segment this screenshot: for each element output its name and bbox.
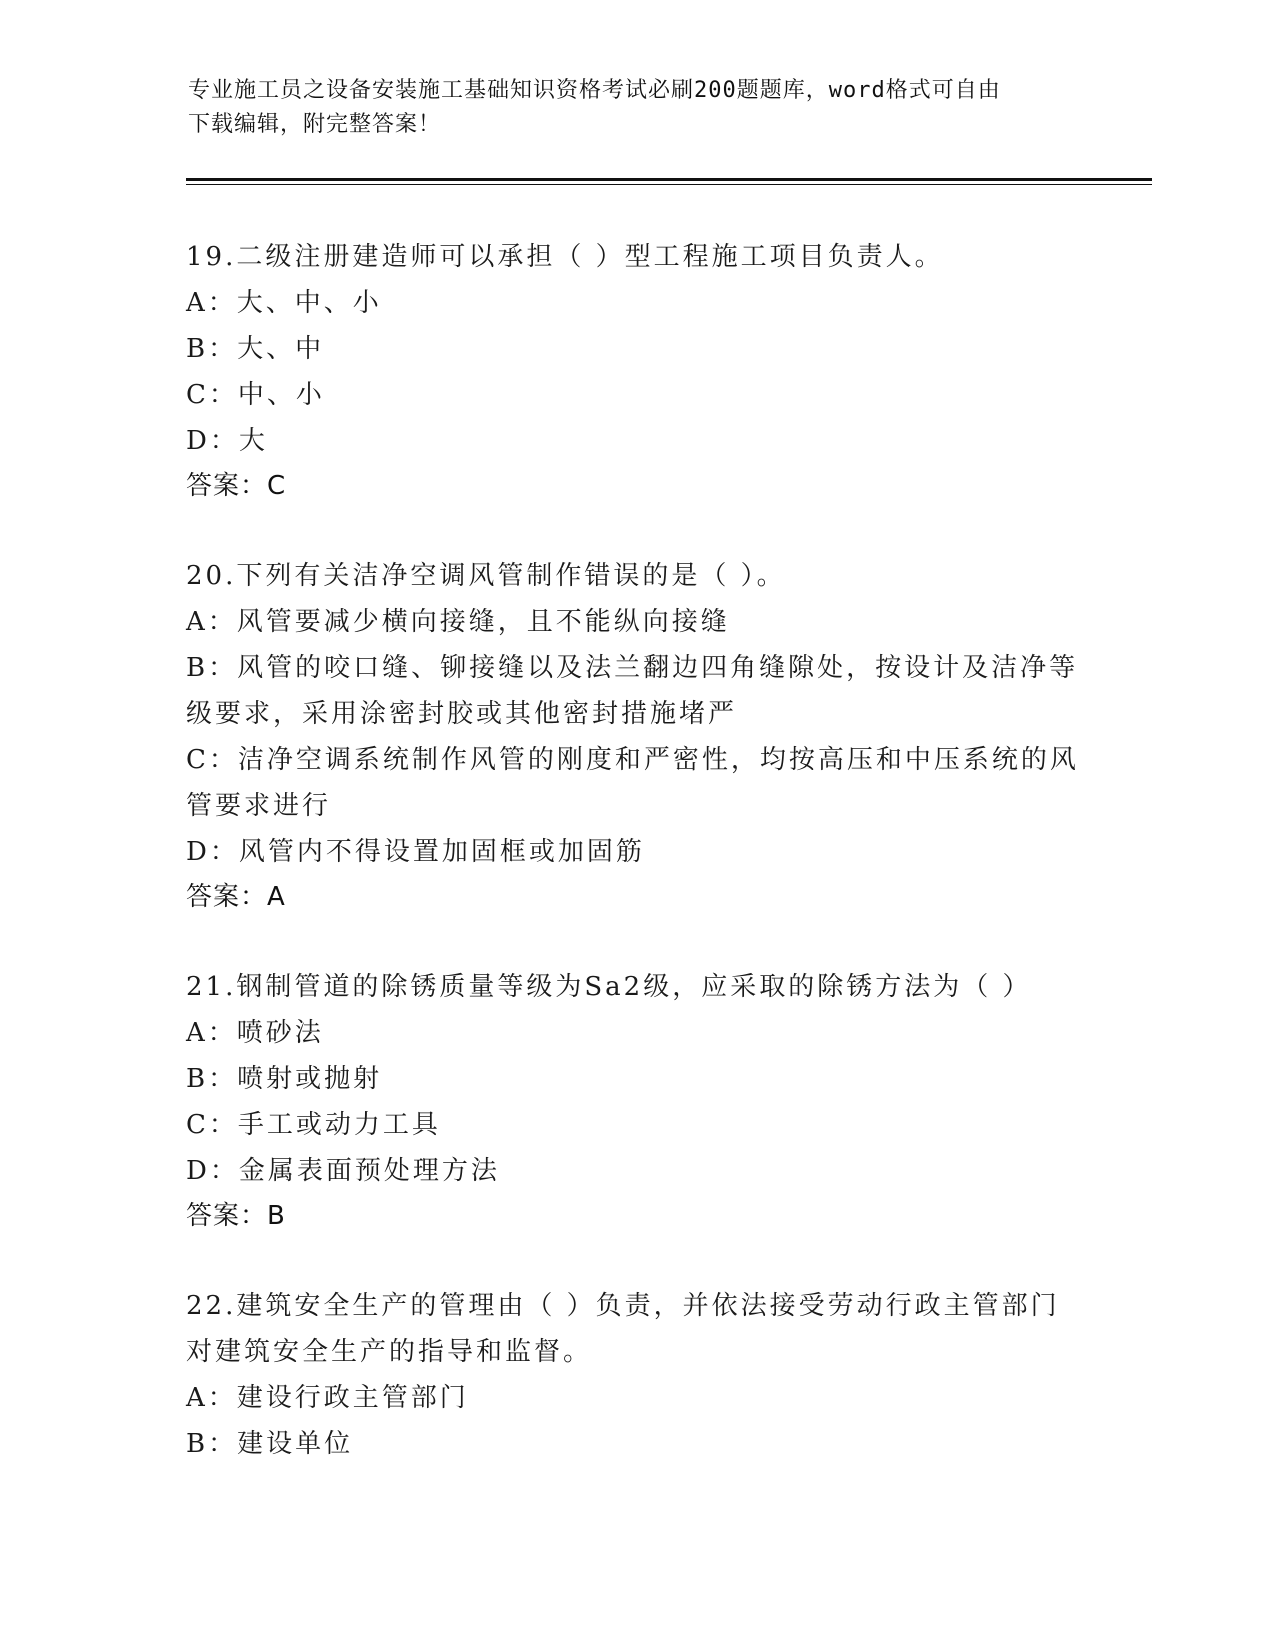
header-line-2: 下载编辑，附完整答案！ xyxy=(188,112,442,137)
question-stem: 19.二级注册建造师可以承担（ ）型工程施工项目负责人。 xyxy=(186,242,944,272)
question-list xyxy=(186,234,1086,1512)
question-block xyxy=(186,964,1086,1238)
answer-key: 答案：C xyxy=(186,471,287,501)
question-stem: 20.下列有关洁净空调风管制作错误的是（ ）。 xyxy=(186,561,786,591)
answer-option: C：中、小 xyxy=(186,380,325,410)
answer-option: D：金属表面预处理方法 xyxy=(186,1156,500,1186)
answer-option: B：大、中 xyxy=(186,334,325,364)
question-block xyxy=(186,1283,1086,1467)
answer-key: 答案：A xyxy=(186,882,286,912)
header-line-1: 专业施工员之设备安装施工基础知识资格考试必刷200题题库，word格式可自由 xyxy=(188,78,1001,103)
answer-option: A：大、中、小 xyxy=(186,288,382,318)
answer-option: 级要求，采用涂密封胶或其他密封措施堵严 xyxy=(186,699,738,729)
question-block xyxy=(186,553,1086,919)
document-header xyxy=(188,74,1088,142)
question-stem: 21.钢制管道的除锈质量等级为Sa2级，应采取的除锈方法为（ ） xyxy=(186,972,1032,1002)
answer-option: B：风管的咬口缝、铆接缝以及法兰翻边四角缝隙处，按设计及洁净等 xyxy=(186,653,1079,683)
answer-option: D：风管内不得设置加固框或加固筋 xyxy=(186,837,645,867)
question-stem: 22.建筑安全生产的管理由（ ）负责，并依法接受劳动行政主管部门 xyxy=(186,1291,1060,1321)
answer-option: B：喷射或抛射 xyxy=(186,1064,383,1094)
answer-option: 管要求进行 xyxy=(186,791,332,821)
question-block xyxy=(186,234,1086,508)
answer-option: A：风管要减少横向接缝，且不能纵向接缝 xyxy=(186,607,730,637)
answer-option: C：洁净空调系统制作风管的刚度和严密性，均按高压和中压系统的风 xyxy=(186,745,1079,775)
answer-option: C：手工或动力工具 xyxy=(186,1110,441,1140)
answer-key: 答案：B xyxy=(186,1201,286,1231)
answer-option: B：建设单位 xyxy=(186,1429,354,1459)
header-rule-thick xyxy=(186,178,1152,181)
header-rule-thin xyxy=(186,184,1152,185)
answer-option: D：大 xyxy=(186,426,268,456)
question-stem: 对建筑安全生产的指导和监督。 xyxy=(186,1337,593,1367)
answer-option: A：喷砂法 xyxy=(186,1018,324,1048)
answer-option: A：建设行政主管部门 xyxy=(186,1383,469,1413)
